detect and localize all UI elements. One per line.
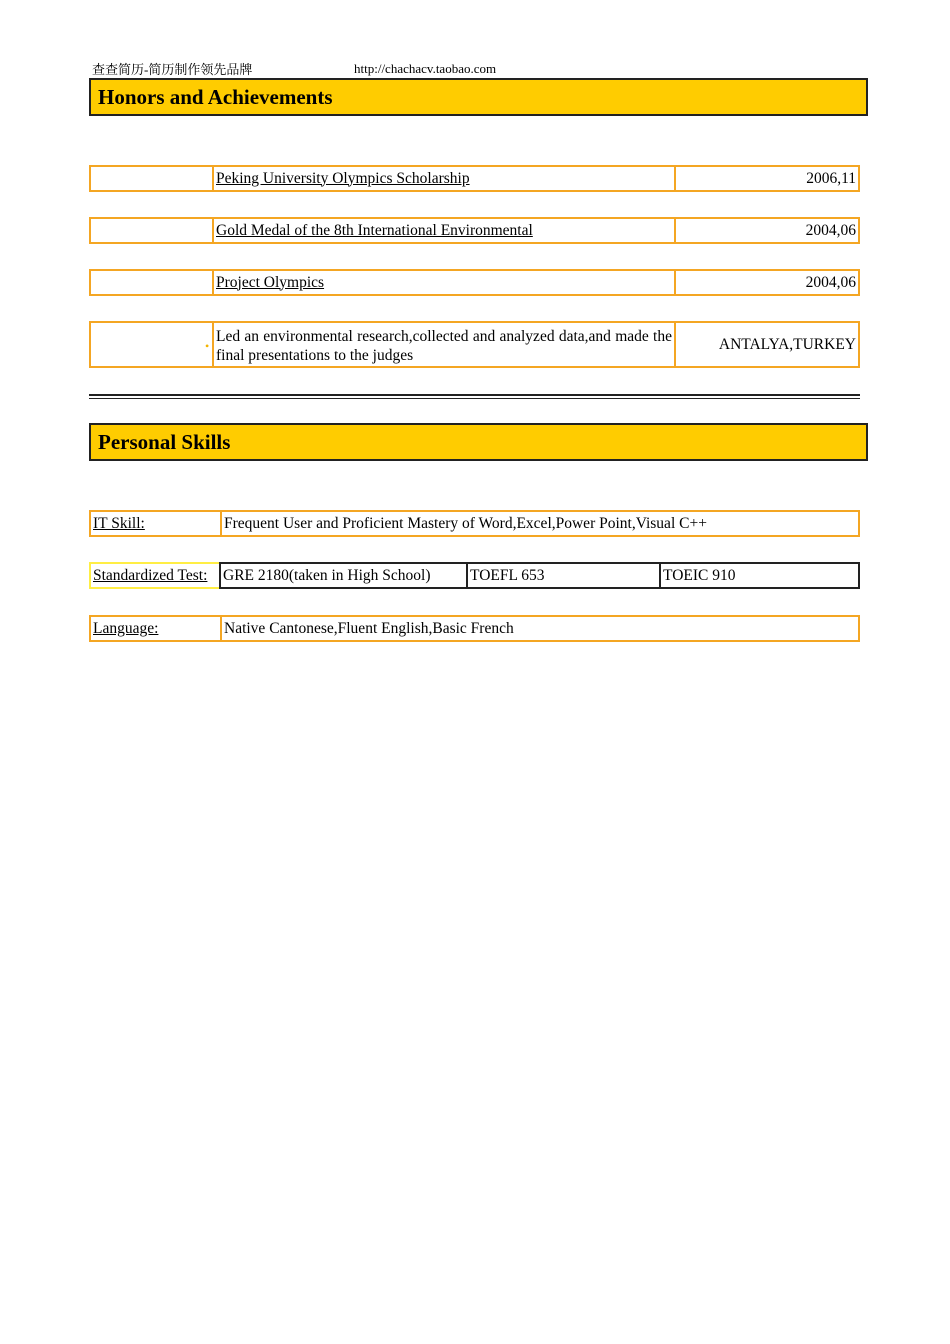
honor-spacer-cell bbox=[89, 269, 214, 296]
section-divider bbox=[89, 394, 860, 399]
honor-name-cell bbox=[212, 269, 676, 296]
language-value: Native Cantonese,Fluent English,Basic French bbox=[224, 619, 514, 637]
test-toeic: TOEIC 910 bbox=[663, 566, 736, 584]
honor-name-cell bbox=[212, 165, 676, 192]
honor-name-cell bbox=[212, 217, 676, 244]
test-gre: GRE 2180(taken in High School) bbox=[223, 566, 431, 584]
honor-location: ANTALYA,TURKEY bbox=[718, 335, 856, 353]
honor-name: Gold Medal of the 8th International Environmental bbox=[216, 221, 533, 239]
it-skill-value-cell bbox=[220, 510, 860, 537]
section-title-honors: Honors and Achievements bbox=[89, 78, 868, 116]
honor-date: 2004,06 bbox=[805, 221, 856, 239]
honor-row bbox=[89, 269, 860, 296]
honor-date-cell bbox=[674, 269, 860, 296]
test-toefl: TOEFL 653 bbox=[470, 566, 545, 584]
language-label-cell bbox=[89, 615, 222, 642]
test-row bbox=[89, 562, 860, 589]
honor-spacer-cell bbox=[89, 217, 214, 244]
section-title-skills: Personal Skills bbox=[89, 423, 868, 461]
language-row bbox=[89, 615, 860, 642]
header-brand: 查查简历-简历制作领先品牌 bbox=[92, 62, 253, 77]
honor-description-cell bbox=[212, 321, 676, 368]
language-value-cell bbox=[220, 615, 860, 642]
honor-date-cell bbox=[674, 165, 860, 192]
test-label-cell bbox=[89, 562, 221, 589]
test-toeic-cell bbox=[659, 562, 860, 589]
test-gre-cell bbox=[219, 562, 468, 589]
honor-name: Peking University Olympics Scholarship bbox=[216, 169, 470, 187]
honor-date: 2006,11 bbox=[806, 169, 856, 187]
test-toefl-cell bbox=[466, 562, 661, 589]
honor-spacer-cell bbox=[89, 165, 214, 192]
test-label: Standardized Test: bbox=[93, 566, 208, 584]
honor-name: Project Olympics bbox=[216, 273, 325, 291]
it-skill-label: IT Skill: bbox=[93, 514, 145, 532]
honor-row bbox=[89, 217, 860, 244]
honor-date: 2004,06 bbox=[805, 273, 856, 291]
header-url[interactable]: http://chachacv.taobao.com bbox=[354, 61, 497, 76]
bullet-icon: • bbox=[205, 339, 210, 353]
honor-description: Led an environmental research,collected and analyzed data,and made the final presentations to the judges bbox=[216, 328, 672, 364]
honor-spacer-cell bbox=[89, 321, 214, 368]
honor-location-cell bbox=[674, 321, 860, 368]
honor-date-cell bbox=[674, 217, 860, 244]
honor-row bbox=[89, 165, 860, 192]
it-skill-label-cell bbox=[89, 510, 222, 537]
it-skill-value: Frequent User and Proficient Mastery of Word,Excel,Power Point,Visual C++ bbox=[224, 514, 707, 532]
language-label: Language: bbox=[93, 619, 159, 637]
it-skill-row bbox=[89, 510, 860, 537]
